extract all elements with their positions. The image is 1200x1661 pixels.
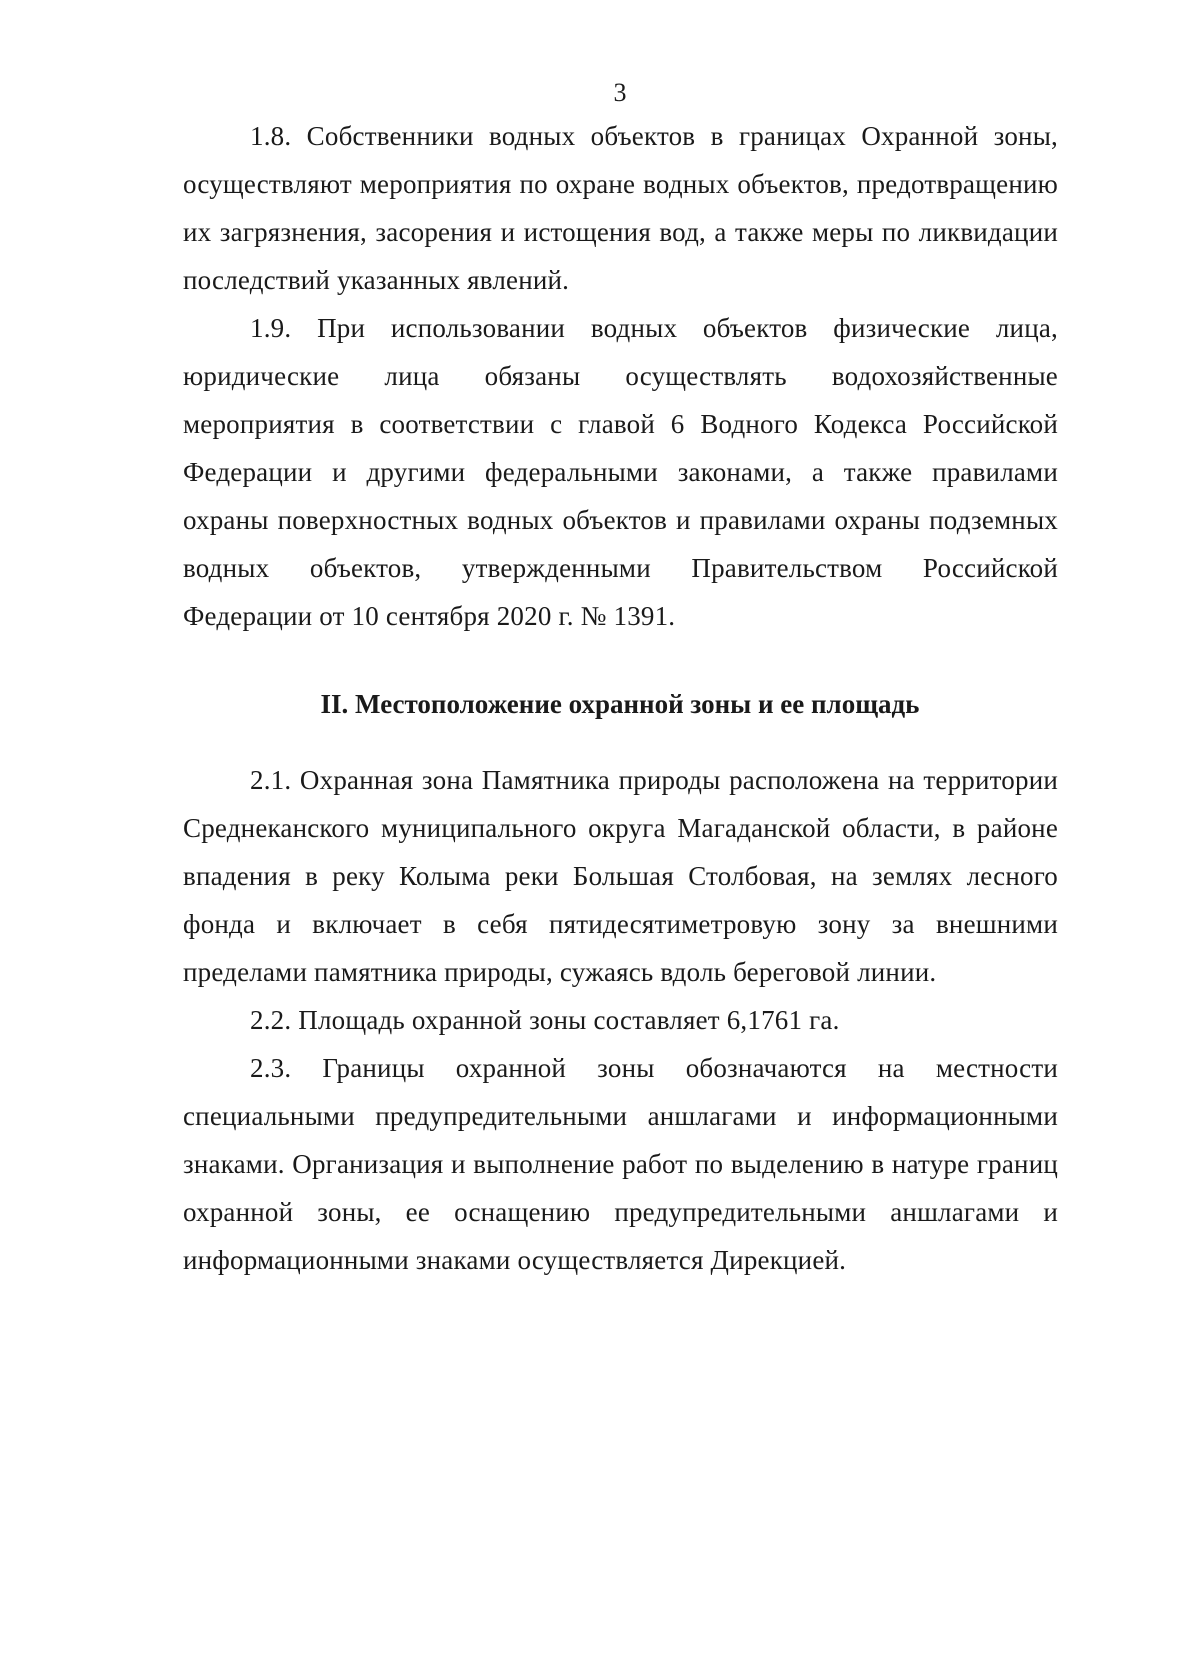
paragraph-1-9: 1.9. При использовании водных объектов физические лица, юридические лица обязаны осуществлять водохозяйственные мероприятия в соответствии с главой 6 Водного Кодекса Российской Федерации и другими федеральными законами, а также правилами охраны поверхностных водных объектов и правилами охраны подземных водных объектов, утвержденными Правительством Российской Федерации от 10 сентября 2020 г. № 1391. [183, 313, 1058, 631]
paragraph-2-2: 2.2. Площадь охранной зоны составляет 6,1761 га. [250, 1005, 840, 1035]
section-1-text [183, 112, 1058, 640]
paragraph-2-3: 2.3. Границы охранной зоны обозначаются на местности специальными предупредительными аншлагами и информационными знаками. Организация и выполнение работ по выделению в натуре границ охранной зоны, ее оснащению предупредительными аншлагами и информационными знаками осуществляется Дирекцией. [183, 1053, 1058, 1275]
page-number: 3 [613, 78, 627, 107]
section-2-text [183, 756, 1058, 1284]
section-2-heading: II. Местоположение охранной зоны и ее площадь [320, 689, 920, 719]
paragraph-2-1: 2.1. Охранная зона Памятника природы расположена на территории Среднеканского муниципального округа Магаданской области, в районе впадения в реку Колыма реки Большая Столбовая, на землях лесного фонда и включает в себя пятидесятиметровую зону за внешними пределами памятника природы, сужаясь вдоль береговой линии. [183, 765, 1058, 987]
paragraph-1-8: 1.8. Собственники водных объектов в границах Охранной зоны, осуществляют мероприятия по охране водных объектов, предотвращению их загрязнения, засорения и истощения вод, а также меры по ликвидации последствий указанных явлений. [183, 121, 1058, 295]
